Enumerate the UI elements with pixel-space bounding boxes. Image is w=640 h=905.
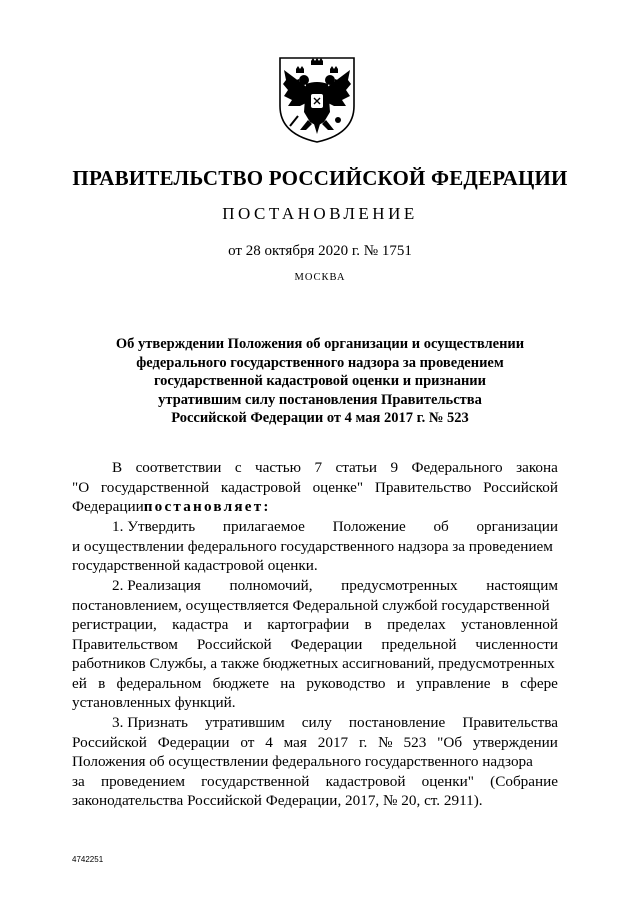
word: г.: [358, 733, 368, 751]
justified-line: [72, 674, 558, 694]
word: сфере: [520, 674, 558, 692]
word: кадастра: [172, 616, 229, 633]
word: прилагаемое: [222, 518, 305, 535]
paragraph-point-3: [72, 713, 558, 811]
word: федеральном: [116, 674, 202, 692]
word: мая: [283, 733, 307, 751]
word: государственной: [100, 478, 210, 496]
word: "О: [72, 478, 90, 496]
justified-line: [72, 733, 558, 753]
word: за: [72, 772, 85, 790]
word: с: [234, 459, 242, 476]
date-and-number: от 28 октября 2020 г. № 1751: [228, 243, 412, 259]
word: в: [501, 674, 509, 692]
word: оценке": [312, 478, 364, 496]
document-kind: ПОСТАНОВЛЕНИЕ: [222, 204, 418, 223]
body-line: постановлением, осуществляется Федеральной службой государственной: [72, 596, 550, 614]
word: кадастровой: [220, 478, 301, 496]
government-heading: ПРАВИТЕЛЬСТВО РОССИЙСКОЙ ФЕДЕРАЦИИ: [72, 166, 568, 190]
word: 2017: [317, 733, 349, 751]
justified-line: [72, 772, 558, 792]
word: в: [364, 616, 372, 633]
body-line: законодательства Российской Федерации, 2017, № 20, ст. 2911).: [72, 792, 483, 809]
body-line: и осуществлении федерального государственного надзора за проведением: [72, 537, 553, 555]
word: оценки": [421, 772, 474, 790]
word: Федерации: [157, 733, 230, 751]
word: Российской: [72, 733, 147, 751]
word: картографии: [267, 616, 350, 633]
word: в: [98, 674, 106, 692]
word: от: [240, 733, 255, 751]
city: МОСКВА: [294, 272, 346, 283]
body-text: Федерации: [72, 498, 144, 515]
word: об: [433, 518, 449, 535]
word: регистрации,: [72, 616, 157, 633]
paragraph-point-1: [72, 517, 558, 576]
word: на: [280, 674, 296, 692]
word: руководство: [306, 674, 386, 692]
word: численности: [475, 635, 558, 653]
word: Положение: [332, 518, 406, 535]
title-line: федерального государственного надзора за проведением: [136, 354, 504, 371]
word: В: [112, 459, 123, 476]
word: (Собрание: [490, 772, 558, 790]
word: пределах: [387, 616, 446, 633]
word: и: [396, 674, 405, 692]
word: "Об: [437, 733, 463, 751]
justified-line: [72, 576, 558, 596]
title-line: Об утверждении Положения об организации и осуществлении: [115, 336, 525, 352]
body-line: [72, 497, 558, 517]
word: управление: [416, 674, 491, 692]
word: Правительство: [374, 478, 472, 496]
justified-line: [72, 517, 558, 537]
word: Российской: [196, 635, 272, 653]
word: Российской: [483, 478, 558, 496]
word: утратившим: [204, 714, 285, 731]
word: Федерального: [411, 459, 503, 476]
word: полномочий,: [229, 577, 313, 594]
word: установленной: [461, 616, 558, 633]
justified-line: [72, 458, 558, 478]
word: настоящим: [486, 577, 558, 594]
title-line: государственной кадастровой оценки и признании: [153, 373, 487, 390]
word: организации: [476, 518, 558, 535]
word: утверждении: [472, 733, 558, 751]
body-line: установленных функций.: [72, 694, 236, 711]
word: проведением: [100, 772, 185, 790]
word: государственной: [201, 772, 310, 790]
word: Федерации: [290, 635, 363, 653]
body-line: государственной кадастровой оценки.: [72, 557, 318, 574]
word: 7: [314, 459, 323, 476]
word: соответствии: [135, 459, 222, 476]
word: частью: [254, 459, 302, 476]
word: 4: [265, 733, 273, 751]
word: и: [243, 616, 252, 633]
word: 2. Реализация: [112, 577, 201, 594]
word: 1. Утвердить: [112, 518, 196, 535]
word: 9: [390, 459, 399, 476]
word: бюджете: [212, 674, 270, 692]
paragraph-point-2: [72, 576, 558, 713]
title-line: Российской Федерации от 4 мая 2017 г. № 523: [171, 410, 469, 427]
justified-line: [72, 615, 558, 635]
word: Правительства: [462, 714, 558, 731]
word: статьи: [335, 459, 378, 476]
document-title: [80, 335, 560, 428]
body-line: работников Службы, а также бюджетных ассигнований, предусмотренных: [72, 655, 555, 672]
title-line: утратившим силу постановления Правительства: [158, 391, 482, 408]
justified-line: [72, 478, 558, 498]
word: 3. Признать: [112, 714, 188, 731]
document-number: 4742251: [72, 855, 104, 864]
body-line: Положения об осуществлении федерального государственного надзора: [72, 753, 533, 770]
word: предусмотренных: [341, 577, 458, 594]
word: силу: [301, 714, 332, 731]
word: закона: [516, 459, 558, 476]
coat-of-arms-icon: [274, 54, 360, 144]
word: кадастровой: [325, 772, 406, 790]
word: №: [378, 733, 393, 751]
word: 523: [403, 733, 427, 751]
word: Правительством: [72, 635, 178, 653]
word: постановление: [348, 714, 446, 731]
preamble: [72, 458, 558, 517]
operative-word: постановляет:: [143, 498, 271, 515]
justified-line: [72, 713, 558, 733]
word: ей: [72, 674, 87, 692]
word: предельной: [381, 635, 457, 653]
justified-line: [72, 635, 558, 655]
